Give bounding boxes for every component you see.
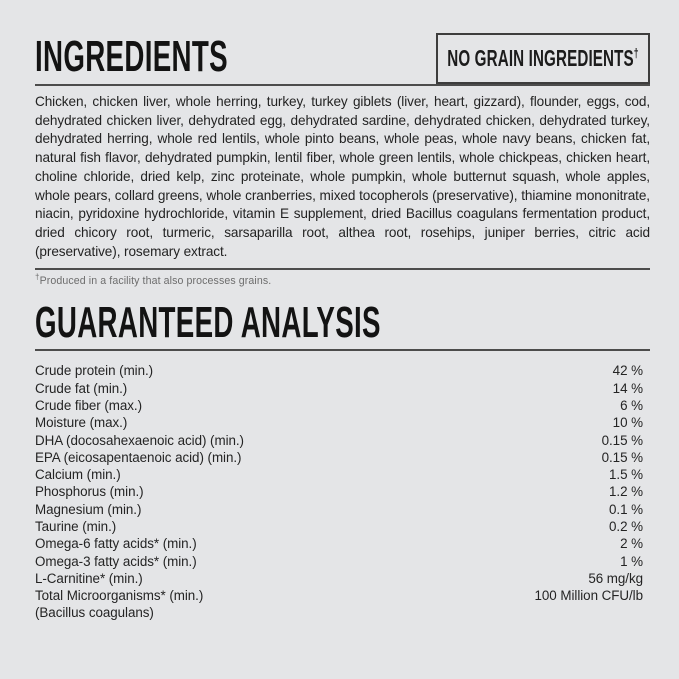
row-label: Magnesium (min.): [35, 501, 142, 517]
table-row: [35, 449, 650, 466]
footnote-divider: [35, 268, 650, 270]
no-grain-badge-label: NO GRAIN INGREDIENTS: [447, 45, 634, 71]
row-label: Crude fat (min.): [35, 380, 128, 396]
row-label: Crude protein (min.): [35, 363, 154, 379]
row-value: 0.2 %: [609, 519, 643, 534]
analysis-table: [35, 362, 650, 621]
no-grain-badge-text: [447, 45, 638, 72]
row-value: 1.5 %: [609, 467, 643, 483]
table-row: [35, 553, 650, 570]
row-value: 10 %: [612, 415, 643, 431]
row-label: Moisture (max.): [35, 415, 128, 431]
table-row: [35, 518, 650, 535]
grain-footnote: [35, 272, 650, 288]
row-value: 0.15 %: [601, 449, 643, 465]
row-value: 0.1 %: [609, 501, 643, 517]
no-grain-badge: [436, 33, 650, 84]
analysis-divider: [35, 349, 650, 351]
table-row: [35, 362, 650, 379]
analysis-header: [35, 298, 650, 349]
grain-footnote-text: Produced in a facility that also processes grains.: [39, 275, 272, 288]
table-row: [35, 604, 650, 621]
ingredients-header: [35, 0, 650, 84]
row-label: Taurine (min.): [35, 519, 117, 534]
grain-footnote-dagger: †: [35, 272, 40, 282]
table-row: [35, 432, 650, 449]
row-label: DHA (docosahexaenoic acid) (min.): [35, 432, 244, 448]
row-value: 2 %: [620, 536, 643, 552]
table-row: [35, 483, 650, 500]
table-row: [35, 501, 650, 518]
row-value: 14 %: [612, 380, 643, 396]
row-value: 0.15 %: [601, 432, 643, 448]
table-row: [35, 587, 650, 604]
row-value: 6 %: [620, 397, 643, 413]
table-row: [35, 397, 650, 414]
no-grain-badge-dagger: †: [633, 45, 639, 61]
row-value: 1 %: [620, 553, 643, 569]
table-row: [35, 570, 650, 587]
row-value: 1.2 %: [609, 484, 643, 500]
table-row: [35, 380, 650, 397]
analysis-title: GUARANTEED ANALYSIS: [35, 298, 381, 348]
row-label: Phosphorus (min.): [35, 484, 144, 500]
row-label: Total Microorganisms* (min.): [35, 588, 204, 604]
row-label: Calcium (min.): [35, 467, 121, 483]
ingredients-title: INGREDIENTS: [35, 32, 228, 81]
row-value: 42 %: [612, 363, 643, 379]
label-content: [35, 0, 650, 622]
table-row: [35, 535, 650, 552]
row-label: (Bacillus coagulans): [35, 605, 154, 621]
table-row: [35, 414, 650, 431]
row-label: EPA (eicosapentaenoic acid) (min.): [35, 449, 242, 465]
row-label: Omega-3 fatty acids* (min.): [35, 553, 197, 569]
ingredients-list-text: Chicken, chicken liver, whole herring, turkey, turkey giblets (liver, heart, gizzard), flounder, eggs, cod, dehydrated chicken liver, dehydrated egg, dehydrated sardine, dehydrated chicken, dehydrated turkey, dehydrated herring, whole red lentils, whole pinto beans, whole peas, whole navy beans, chicken fat, natural fish flavor, dehydrated pumpkin, lentil fiber, whole green lentils, whole chickpeas, chicken heart, choline chloride, dried kelp, zinc proteinate, whole pumpkin, whole butternut squash, whole apples, whole pears, collard greens, whole cranberries, mixed tocopherols (preservative), thiamine mononitrate, niacin, pyridoxine hydrochloride, vitamin E supplement, dried Bacillus coagulans fermentation product, dried chicory root, turmeric, sarsaparilla root, althea root, rosehips, juniper berries, citric acid (preservative), rosemary extract.: [35, 94, 650, 259]
row-value: 100 Million CFU/lb: [534, 588, 643, 604]
table-row: [35, 466, 650, 483]
header-divider: [35, 84, 650, 86]
row-label: Crude fiber (max.): [35, 397, 142, 413]
row-label: L-Carnitine* (min.): [35, 570, 143, 586]
row-label: Omega-6 fatty acids* (min.): [35, 536, 197, 552]
row-value: 56 mg/kg: [588, 570, 643, 586]
